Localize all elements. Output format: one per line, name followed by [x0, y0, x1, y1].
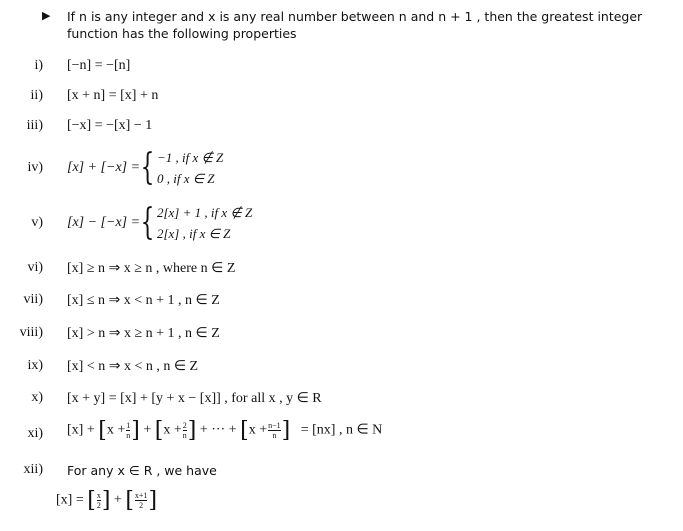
fraction-numerator: n−1: [268, 421, 281, 430]
fraction-numerator: x: [96, 491, 101, 500]
bullet-icon: ▶: [42, 10, 51, 22]
property-equation: [67, 147, 223, 189]
item-number: vi): [27, 260, 43, 275]
property-equation: [−n] = −[n]: [67, 58, 131, 73]
item-number: v): [31, 215, 43, 230]
item-number: iii): [26, 118, 43, 133]
fraction: [268, 421, 281, 440]
equation-part: = [nx] , n ∈ N: [300, 422, 383, 438]
equation-part: [x] +: [67, 422, 99, 438]
property-statement: For any x ∈ R , we have: [67, 463, 217, 478]
fraction-denominator: n: [126, 431, 131, 440]
brace-icon: {: [140, 202, 155, 243]
item-number: viii): [19, 325, 43, 340]
intro-text: If n is any integer and x is any real number between n and n + 1 , then the greatest integer function has the following properties: [67, 9, 643, 41]
property-equation: [x] ≤ n ⇒ x < n + 1 , n ∈ Z: [67, 293, 220, 308]
property-equation: [x + n] = [x] + n: [67, 88, 159, 103]
fraction: [183, 421, 187, 440]
property-equation: [67, 202, 252, 244]
item-number: iv): [27, 160, 43, 175]
fraction: [97, 491, 101, 510]
property-equation: [−x] = −[x] − 1: [67, 118, 153, 133]
case-line: 2[x] + 1 , if x ∉ Z: [156, 205, 253, 220]
equation-part: + ··· +: [199, 422, 241, 438]
fraction-numerator: 1: [126, 421, 131, 430]
equation-lhs: [x] − [−x] =: [67, 215, 141, 230]
case-line: 0 , if x ∈ Z: [156, 171, 215, 186]
case-line: 2[x] , if x ∈ Z: [156, 226, 231, 241]
property-equation: [x] < n ⇒ x < n , n ∈ Z: [67, 359, 199, 374]
fraction-numerator: 2: [182, 421, 187, 430]
item-number: xi): [27, 426, 43, 441]
item-number: x): [31, 390, 43, 405]
property-equation: [x + y] = [x] + [y + x − [x]] , for all x , y ∈ R: [67, 391, 322, 406]
fraction-denominator: n: [272, 431, 277, 440]
fraction-denominator: 2: [139, 501, 144, 510]
final-equation: [x] = [ $\frac{x}{2}$ ] + [ $\frac{x+1}{2}$ ]: [56, 488, 158, 513]
fraction: [135, 491, 148, 510]
item-number: xii): [23, 462, 43, 477]
property-equation: [x] ≥ n ⇒ x ≥ n , where n ∈ Z: [67, 261, 236, 276]
item-number: ii): [30, 88, 43, 103]
item-number: ix): [27, 358, 43, 373]
item-number: vii): [23, 292, 43, 307]
property-equation: [x] > n ⇒ x ≥ n + 1 , n ∈ Z: [67, 326, 220, 341]
case-line: −1 , if x ∉ Z: [156, 150, 224, 165]
fraction-numerator: x+1: [134, 491, 148, 500]
plus-sign: +: [113, 492, 122, 508]
brace-icon: {: [140, 147, 155, 188]
equation-lhs: [x] + [−x] =: [67, 160, 141, 175]
property-equation: [x] + [x + $\frac{1}{n}$ ] + [x + $\frac{2}{n}$ ] + ··· + [x + $\frac{n-1}{n}$ ] = [nx] , n ∈ N: [67, 418, 383, 443]
fraction-denominator: n: [182, 431, 187, 440]
fraction-denominator: 2: [96, 501, 101, 510]
fraction: [126, 421, 130, 440]
item-number: i): [34, 58, 43, 73]
equation-lhs: [x] =: [56, 492, 84, 508]
